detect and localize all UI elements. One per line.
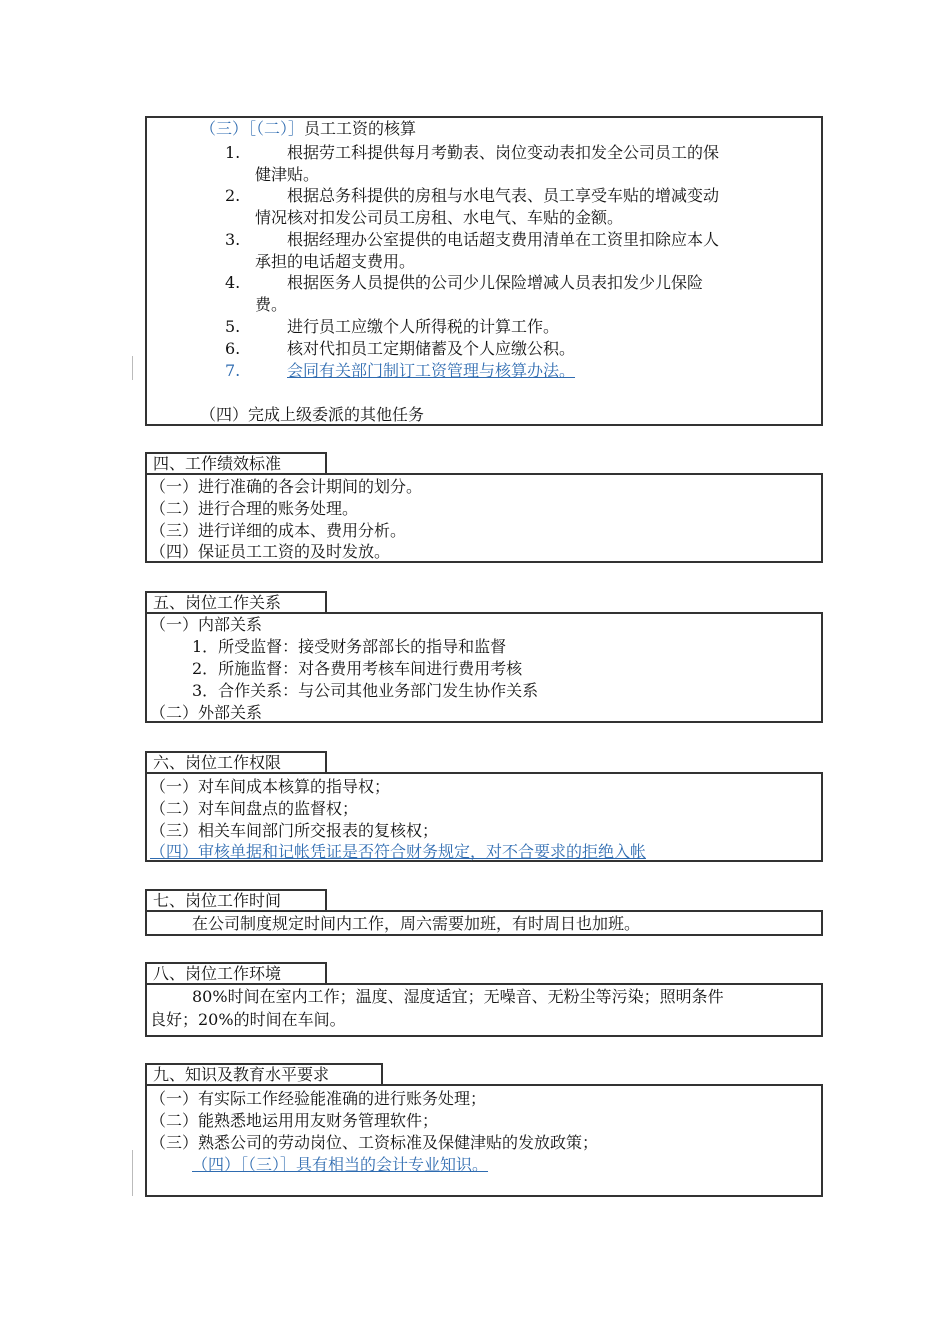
list-item-cont: 承担的电话超支费用。 <box>255 252 416 271</box>
change-bar <box>132 1150 133 1196</box>
list-item-cont: 费。 <box>255 295 288 314</box>
sec9-title: 九、知识及教育水平要求 <box>145 1063 383 1085</box>
list-item: 3．合作关系：与公司其他业务部门发生协作关系 <box>192 681 539 700</box>
sec4-title: 四、工作绩效标准 <box>145 452 327 474</box>
revision-link-knowledge-4[interactable]: （四）［（三）］具有相当的会计专业知识。 <box>192 1155 489 1174</box>
wages-heading <box>200 118 416 140</box>
list-item-cont: 情况核对扣发公司员工房租、水电气、车贴的金额。 <box>255 208 624 227</box>
list-item: （三）相关车间部门所交报表的复核权； <box>150 821 439 840</box>
list-item: 5. 进行员工应缴个人所得税的计算工作。 <box>225 317 560 336</box>
wages-heading-text: 员工工资的核算 <box>304 119 417 138</box>
sec6-title: 六、岗位工作权限 <box>145 751 327 773</box>
list-item: （一）进行准确的各会计期间的划分。 <box>150 477 423 496</box>
list-item: 3. 根据经理办公室提供的电话超支费用清单在工资里扣除应本人 <box>225 230 720 249</box>
list-item: （三）熟悉公司的劳动岗位、工资标准及保健津贴的发放政策； <box>150 1133 599 1152</box>
internal-relations: （一）内部关系 <box>150 615 263 634</box>
list-item: （四）保证员工工资的及时发放。 <box>150 542 391 561</box>
list-item: （一）有实际工作经验能准确的进行账务处理； <box>150 1089 487 1108</box>
environment-text-cont: 良好；20%的时间在车间。 <box>150 1010 346 1029</box>
list-item-cont: 健津贴。 <box>255 165 320 184</box>
sec7-title: 七、岗位工作时间 <box>145 889 327 911</box>
list-item: （三）进行详细的成本、费用分析。 <box>150 521 407 540</box>
revision-link-authority-4[interactable]: （四）审核单据和记帐凭证是否符合财务规定，对不合要求的拒绝入帐 <box>150 842 647 861</box>
list-item: （二）对车间盘点的监督权； <box>150 799 359 818</box>
list-item: 6. 核对代扣员工定期储蓄及个人应缴公积。 <box>225 339 576 358</box>
task-4: （四）完成上级委派的其他任务 <box>200 405 425 424</box>
environment-text: 80%时间在室内工作；温度、湿度适宜；无噪音、无粉尘等污染；照明条件 <box>192 987 724 1006</box>
list-item: （一）对车间成本核算的指导权； <box>150 777 391 796</box>
external-relations: （二）外部关系 <box>150 703 263 722</box>
list-item: 2．所施监督：对各费用考核车间进行费用考核 <box>192 659 523 678</box>
change-bar <box>132 356 133 380</box>
list-item: 4. 根据医务人员提供的公司少儿保险增减人员表扣发少儿保险 <box>225 273 704 292</box>
sec5-title: 五、岗位工作关系 <box>145 591 327 613</box>
list-item: （二）能熟悉地运用用友财务管理软件； <box>150 1111 439 1130</box>
revision-link-item-7[interactable]: 7. 会同有关部门制订工资管理与核算办法。 <box>225 361 576 380</box>
list-item: （二）进行合理的账务处理。 <box>150 499 359 518</box>
list-item: 2. 根据总务科提供的房租与水电气表、员工享受车贴的增减变动 <box>225 186 720 205</box>
list-item: 1．所受监督：接受财务部部长的指导和监督 <box>192 637 507 656</box>
list-item: 1. 根据劳工科提供每月考勤表、岗位变动表扣发全公司员工的保 <box>225 143 720 162</box>
work-time-text: 在公司制度规定时间内工作，周六需要加班，有时周日也加班。 <box>192 914 641 933</box>
wages-heading-prefix: （三）［（二）］ <box>200 119 305 138</box>
sec8-title: 八、岗位工作环境 <box>145 962 327 984</box>
